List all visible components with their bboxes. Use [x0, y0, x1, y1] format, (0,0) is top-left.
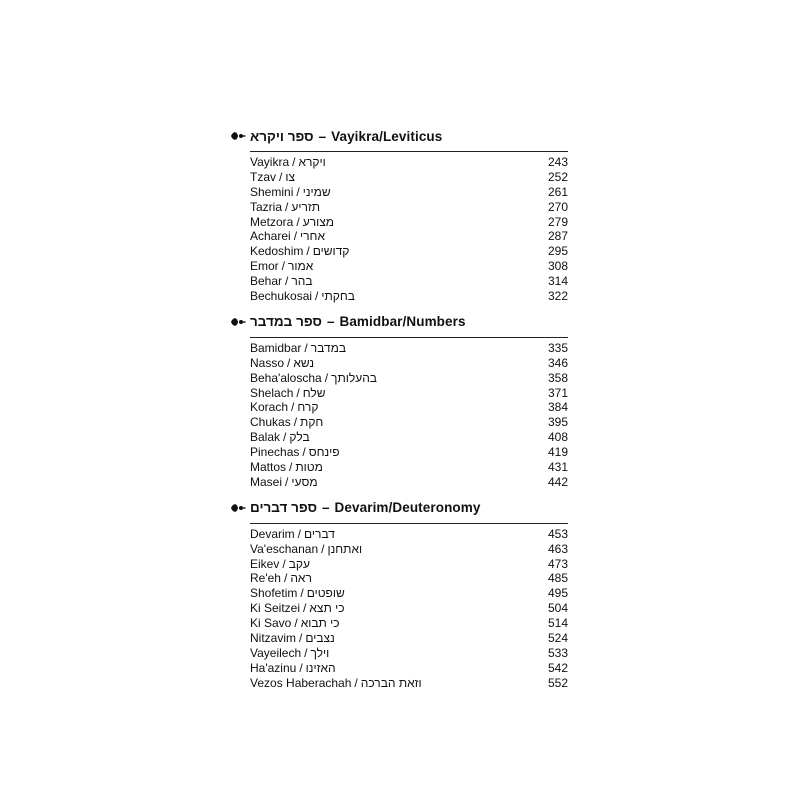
toc-entry: [250, 430, 570, 445]
section-heading-hebrew: ספר במדבר: [250, 314, 322, 330]
toc-entry: [250, 445, 570, 460]
section-heading-english: Vayikra/Leviticus: [331, 128, 443, 144]
entry-title: [250, 676, 422, 691]
toc-entry: [250, 289, 570, 304]
entry-hebrew: במדבר: [310, 340, 347, 355]
entry-page-number: 453: [547, 526, 568, 541]
entry-title: [250, 259, 313, 274]
entry-page-number: 463: [547, 541, 568, 556]
entry-page-number: 473: [547, 556, 568, 571]
entry-hebrew: קדושים: [312, 244, 350, 259]
entry-title: [250, 341, 346, 356]
entry-slash: /: [300, 586, 304, 601]
entry-slash: /: [285, 199, 289, 214]
entry-slash: /: [296, 184, 300, 199]
entry-slash: /: [292, 155, 296, 169]
entry-slash: /: [299, 660, 303, 675]
entry-page-number: 552: [547, 675, 568, 690]
entry-title: [250, 215, 334, 230]
toc-entry: [250, 527, 570, 542]
entry-page-number: 261: [547, 184, 568, 199]
toc-entry: [250, 200, 570, 215]
section-heading: [230, 125, 570, 147]
entry-english: Ha'azinu: [250, 660, 297, 675]
toc-entry: [250, 661, 570, 676]
entry-hebrew: אמור: [288, 259, 314, 274]
section-divider: [250, 151, 568, 152]
entry-hebrew: בחקתי: [321, 289, 355, 304]
entry-slash: /: [354, 675, 358, 690]
toc-entry: [250, 571, 570, 586]
entry-hebrew: שלח: [302, 385, 326, 400]
entry-title: [250, 460, 323, 475]
entry-title: [250, 661, 336, 676]
entry-english: Bamidbar: [250, 340, 302, 355]
entry-english: Vayikra: [250, 155, 290, 169]
entry-hebrew: וזאת הברכה: [360, 675, 422, 690]
entry-hebrew: עקב: [288, 556, 310, 571]
entry-hebrew: דברים: [304, 526, 335, 541]
entry-slash: /: [287, 355, 291, 370]
toc-entry: [250, 386, 570, 401]
entry-slash: /: [303, 601, 307, 616]
entry-hebrew: בהעלותך: [331, 370, 377, 385]
entry-hebrew: שמיני: [302, 184, 331, 199]
toc-entry: [250, 215, 570, 230]
toc-entry: [250, 557, 570, 572]
entry-page-number: 442: [547, 474, 568, 489]
entry-page-number: 335: [547, 340, 568, 355]
entry-title: [250, 200, 320, 215]
entry-slash: /: [293, 229, 298, 244]
entry-slash: /: [304, 645, 308, 660]
entry-title: [250, 155, 326, 170]
toc-entry: [250, 542, 570, 557]
entry-hebrew: תזריע: [291, 199, 321, 214]
table-of-contents: [230, 125, 570, 698]
entry-hebrew: נצבים: [305, 631, 335, 646]
entry-hebrew: חקת: [300, 415, 324, 430]
entry-english: Korach: [250, 400, 289, 415]
entry-hebrew: נשא: [293, 355, 315, 370]
toc-entry: [250, 586, 570, 601]
entry-page-number: 533: [547, 645, 568, 660]
entry-hebrew: כי תבוא: [300, 616, 340, 631]
toc-entry: [250, 400, 570, 415]
entry-slash: /: [281, 259, 286, 274]
entry-title: [250, 371, 377, 386]
entry-title: [250, 185, 331, 200]
entry-english: Balak: [250, 430, 281, 445]
entry-title: [250, 445, 340, 460]
entry-hebrew: אחרי: [300, 229, 325, 244]
entry-page-number: 287: [547, 229, 568, 244]
entry-english: Shofetim: [250, 586, 298, 601]
entry-hebrew: פינחס: [308, 445, 340, 460]
entry-english: Metzora: [250, 214, 294, 229]
section-heading-dash: –: [326, 314, 335, 330]
entry-slash: /: [285, 474, 289, 489]
toc-entry: [250, 371, 570, 386]
entry-hebrew: האזינו: [305, 660, 336, 675]
entry-english: Tzav: [250, 169, 277, 184]
entry-page-number: 314: [547, 274, 568, 289]
entry-title: [250, 601, 345, 616]
entry-hebrew: קרח: [297, 400, 319, 415]
entry-english: Re'eh: [250, 571, 281, 586]
entry-page-number: 395: [547, 415, 568, 430]
toc-entry: [250, 646, 570, 661]
entry-slash: /: [283, 430, 287, 445]
entry-hebrew: ואתחנן: [327, 541, 363, 556]
entry-title: [250, 289, 355, 304]
entry-hebrew: צו: [285, 169, 296, 184]
toc-entry: [250, 259, 570, 274]
entry-page-number: 371: [547, 385, 568, 400]
entry-english: Tazria: [250, 199, 283, 214]
entry-english: Ki Savo: [250, 616, 292, 631]
entry-page-number: 485: [547, 571, 568, 586]
entry-hebrew: מסעי: [291, 474, 318, 489]
entry-page-number: 384: [547, 400, 568, 415]
toc-entry: [250, 244, 570, 259]
entry-slash: /: [324, 370, 329, 385]
entry-list: [250, 527, 570, 691]
entry-hebrew: בלק: [289, 430, 310, 445]
entry-page-number: 542: [547, 660, 568, 675]
entry-title: [250, 527, 335, 542]
entry-title: [250, 616, 340, 631]
entry-slash: /: [304, 340, 308, 355]
entry-slash: /: [315, 289, 319, 304]
entry-slash: /: [294, 616, 298, 631]
entry-title: [250, 430, 310, 445]
entry-title: [250, 244, 349, 259]
section-divider: [250, 337, 568, 338]
entry-english: Vezos Haberachah: [250, 675, 352, 690]
toc-entry: [250, 170, 570, 185]
entry-english: Eikev: [250, 556, 280, 571]
entry-title: [250, 586, 345, 601]
toc-section: [230, 497, 570, 691]
entry-slash: /: [302, 445, 306, 460]
entry-english: Kedoshim: [250, 244, 304, 259]
entry-english: Ki Seitzei: [250, 601, 301, 616]
toc-entry: [250, 274, 570, 289]
entry-title: [250, 386, 326, 401]
entry-english: Emor: [250, 259, 279, 274]
entry-english: Acharei: [250, 229, 291, 244]
entry-page-number: 322: [547, 289, 568, 304]
entry-slash: /: [296, 385, 300, 400]
entry-title: [250, 631, 335, 646]
entry-title: [250, 646, 329, 661]
toc-entry: [250, 631, 570, 646]
entry-hebrew: מצורע: [302, 214, 334, 229]
toc-section: [230, 311, 570, 490]
section-heading: [230, 311, 570, 333]
entry-slash: /: [282, 556, 286, 571]
entry-hebrew: כי תצא: [309, 601, 345, 616]
entry-english: Pinechas: [250, 445, 300, 460]
entry-list: [250, 155, 570, 304]
entry-english: Masei: [250, 474, 283, 489]
entry-title: [250, 475, 318, 490]
section-heading-hebrew: ספר ויקרא: [250, 128, 314, 144]
fleuron-icon: [230, 315, 246, 329]
toc-entry: [250, 616, 570, 631]
fleuron-icon: [230, 129, 246, 143]
entry-slash: /: [289, 460, 293, 475]
entry-english: Beha'aloscha: [250, 370, 322, 385]
entry-slash: /: [296, 214, 300, 229]
entry-page-number: 346: [547, 355, 568, 370]
section-heading: [230, 497, 570, 519]
entry-slash: /: [283, 571, 288, 586]
section-heading-english: Bamidbar/Numbers: [339, 314, 466, 330]
entry-title: [250, 571, 312, 586]
entry-english: Shemini: [250, 184, 294, 199]
toc-entry: [250, 155, 570, 170]
section-heading-dash: –: [322, 500, 330, 516]
section-heading-hebrew: ספר דברים: [250, 500, 318, 516]
entry-hebrew: וילך: [310, 645, 330, 660]
entry-slash: /: [321, 541, 325, 556]
entry-english: Chukas: [250, 415, 291, 430]
entry-title: [250, 170, 295, 185]
toc-entry: [250, 415, 570, 430]
entry-title: [250, 356, 314, 371]
entry-title: [250, 229, 325, 244]
toc-entry: [250, 601, 570, 616]
entry-title: [250, 542, 362, 557]
entry-title: [250, 400, 318, 415]
entry-slash: /: [293, 415, 298, 430]
entry-page-number: 419: [547, 445, 568, 460]
entry-english: Behar: [250, 274, 283, 289]
entry-english: Va'eschanan: [250, 541, 319, 556]
entry-english: Devarim: [250, 526, 295, 541]
entry-page-number: 243: [547, 155, 568, 169]
entry-page-number: 514: [547, 616, 568, 631]
toc-entry: [250, 229, 570, 244]
entry-slash: /: [297, 526, 302, 541]
entry-page-number: 495: [547, 586, 568, 601]
entry-title: [250, 557, 310, 572]
entry-hebrew: בהר: [291, 274, 313, 289]
entry-title: [250, 415, 323, 430]
entry-slash: /: [285, 274, 289, 289]
toc-entry: [250, 676, 570, 691]
entry-hebrew: שופטים: [306, 586, 345, 601]
entry-english: Bechukosai: [250, 289, 313, 304]
entry-page-number: 504: [547, 601, 568, 616]
entry-hebrew: ויקרא: [298, 155, 326, 169]
entry-page-number: 279: [547, 214, 568, 229]
entry-slash: /: [306, 244, 310, 259]
entry-slash: /: [291, 400, 295, 415]
entry-english: Vayeilech: [250, 645, 302, 660]
entry-english: Nitzavim: [250, 631, 297, 646]
entry-hebrew: מטות: [295, 460, 323, 475]
entry-hebrew: ראה: [290, 571, 312, 586]
section-heading-dash: –: [318, 128, 327, 144]
entry-list: [250, 341, 570, 490]
entry-page-number: 524: [547, 631, 568, 646]
toc-entry: [250, 341, 570, 356]
toc-entry: [250, 460, 570, 475]
section-heading-english: Devarim/Deuteronomy: [334, 500, 481, 516]
entry-title: [250, 274, 313, 289]
entry-english: Mattos: [250, 460, 287, 475]
entry-slash: /: [279, 169, 283, 184]
toc-entry: [250, 475, 570, 490]
fleuron-icon: [230, 501, 246, 515]
toc-entry: [250, 356, 570, 371]
entry-page-number: 408: [547, 430, 568, 445]
section-divider: [250, 523, 568, 524]
entry-english: Shelach: [250, 385, 294, 400]
entry-page-number: 431: [547, 460, 568, 475]
toc-section: [230, 125, 570, 304]
entry-page-number: 270: [547, 199, 568, 214]
entry-page-number: 252: [547, 169, 568, 184]
entry-page-number: 308: [547, 259, 568, 274]
entry-english: Nasso: [250, 355, 285, 370]
entry-slash: /: [299, 631, 303, 646]
toc-entry: [250, 185, 570, 200]
entry-page-number: 358: [547, 370, 568, 385]
entry-page-number: 295: [547, 244, 568, 259]
